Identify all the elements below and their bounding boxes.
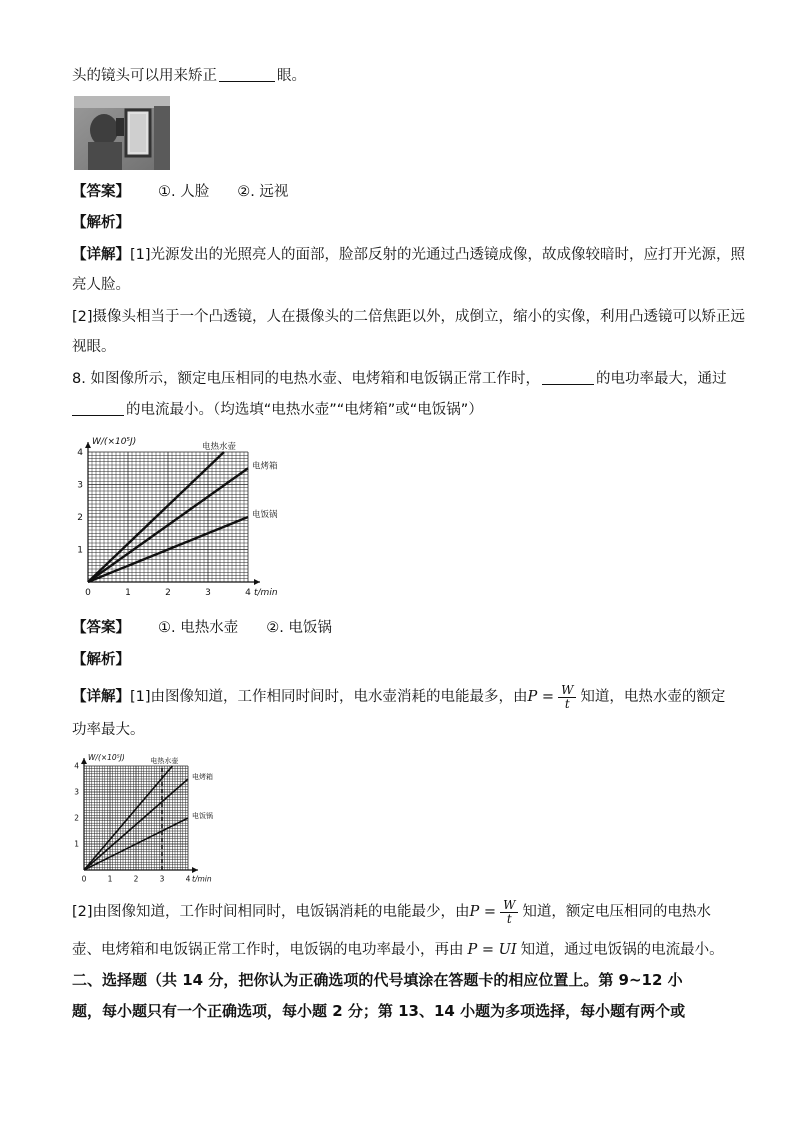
q8-stem-line2-text: 的电流最小。（均选填“电热水壶”“电烤箱”或“电饭锅”） — [126, 402, 483, 418]
x-tick-label: 1 — [107, 874, 113, 884]
q8-detail2-b: 知道，额定电压相同的电热水 — [522, 904, 711, 920]
q7-answer-tag: 【答案】 — [72, 184, 130, 200]
q8-formula-num: W — [558, 684, 576, 698]
y-tick-label: 1 — [74, 839, 79, 849]
energy-time-chart-2 — [62, 752, 232, 886]
q8-stem-line1 — [72, 369, 726, 389]
q8-blank-1 — [542, 370, 594, 385]
q8-formula2-num: W — [500, 899, 518, 913]
x-tick-label: 4 — [245, 588, 251, 598]
q7-detail2-line1: [2]摄像头相当于一个凸透镜，人在摄像头的二倍焦距以外，成倒立，缩小的实像，利用凸透镜可以矫正远 — [72, 309, 746, 325]
q8-formula-pui: P = UI — [467, 942, 517, 958]
q7-detail-tag: 【详解】 — [72, 247, 130, 263]
q8-answer-1: ①. 电热水壶 — [158, 620, 239, 636]
x-tick-label: 1 — [125, 588, 131, 598]
q7-detail2-line2: 视眼。 — [72, 339, 116, 355]
q8-formula2-fraction — [500, 899, 518, 926]
q8-detail2-line2-a: 壶、电烤箱和电饭锅正常工作时，电饭锅的电功率最小，再由 — [72, 942, 464, 958]
q8-detail1-a: [1]由图像知道，工作相同时间时，电水壶消耗的电能最多，由 — [130, 689, 528, 705]
q8-detail1-b: 知道，电热水壶的额定 — [580, 689, 726, 705]
x-axis-label: t/min — [254, 588, 278, 598]
q8-formula2-lhs: P = — [469, 904, 497, 920]
camera-photo — [74, 96, 170, 170]
x-tick-label: 2 — [165, 588, 171, 598]
q8-detail1-line2: 功率最大。 — [72, 722, 145, 738]
q8-stem-prefix: 8. 如图像所示，额定电压相同的电热水壶、电烤箱和电饭锅正常工作时， — [72, 371, 540, 387]
q8-detail2-line2-b: 知道，通过电饭锅的电流最小。 — [520, 942, 724, 958]
energy-time-chart-1 — [62, 432, 278, 602]
y-tick-label: 4 — [74, 761, 79, 771]
q8-detail1-line1 — [72, 683, 725, 711]
q7-analysis-tag: 【解析】 — [72, 215, 130, 231]
q7-tail-line — [72, 66, 306, 86]
q8-formula-fraction — [558, 684, 576, 711]
q8-formula2-den: t — [506, 911, 512, 926]
series-label: 电饭锅 — [252, 510, 278, 520]
series-label: 电烤箱 — [252, 461, 278, 472]
q8-detail2-line2 — [72, 940, 724, 960]
q7-detail1-line2: 亮人脸。 — [72, 277, 130, 293]
q7-answer-2: ②. 远视 — [237, 184, 289, 200]
y-axis-label: W/(×10⁵J) — [92, 437, 137, 447]
x-tick-label: 0 — [81, 874, 87, 884]
q7-tail-prefix: 头的镜头可以用来矫正 — [72, 68, 217, 84]
y-tick-label: 2 — [77, 513, 83, 523]
q8-formula-lhs: P = — [527, 689, 555, 705]
x-tick-label: 2 — [133, 874, 139, 884]
x-axis-arrow — [254, 579, 260, 585]
series-label: 电热水壶 — [150, 757, 179, 765]
q8-detail2-line1 — [72, 898, 711, 926]
q8-answer-tag: 【答案】 — [72, 620, 130, 636]
q8-formula-den: t — [564, 696, 570, 711]
q7-tail-suffix: 眼。 — [277, 68, 306, 84]
y-tick-label: 3 — [74, 787, 79, 797]
series-label: 电饭锅 — [192, 812, 213, 820]
q7-answer — [72, 182, 288, 202]
x-tick-label: 3 — [205, 588, 211, 598]
q8-detail2-a: [2]由图像知道，工作时间相同时，电饭锅消耗的电能最少，由 — [72, 904, 470, 920]
x-tick-label: 0 — [85, 588, 91, 598]
q8-detail-tag: 【详解】 — [72, 689, 130, 705]
q8-analysis-tag: 【解析】 — [72, 652, 130, 668]
y-axis-label: W/(×10⁵J) — [88, 753, 125, 762]
x-tick-label: 3 — [159, 874, 165, 884]
series-label: 电烤箱 — [192, 773, 213, 781]
y-tick-label: 2 — [74, 813, 79, 823]
y-tick-label: 4 — [77, 448, 83, 458]
y-tick-label: 3 — [77, 480, 83, 491]
q8-answer-2: ②. 电饭锅 — [266, 620, 332, 636]
q7-detail1-line1 — [72, 245, 745, 265]
series-label: 电热水壶 — [202, 442, 237, 452]
x-axis-arrow — [192, 867, 198, 873]
q7-detail1-text: [1]光源发出的光照亮人的面部，脸部反射的光通过凸透镜成像，故成像较暗时，应打开光源，照 — [130, 247, 746, 263]
section2-line1: 二、选择题（共 14 分，把你认为正确选项的代号填涂在答题卡的相应位置上。第 9~12 小 — [72, 971, 683, 989]
q8-stem-line2 — [72, 400, 483, 420]
x-axis-label: t/min — [192, 874, 212, 884]
section2-line2: 题，每小题只有一个正确选项，每小题 2 分；第 13、14 小题为多项选择，每小题有两个或 — [72, 1002, 686, 1020]
q8-blank-2 — [72, 401, 124, 416]
y-tick-label: 1 — [77, 545, 83, 556]
q8-answer — [72, 618, 332, 638]
y-axis-arrow — [81, 758, 87, 764]
q7-answer-1: ①. 人脸 — [158, 184, 210, 200]
x-tick-label: 4 — [185, 874, 191, 884]
y-axis-arrow — [85, 442, 91, 448]
q7-blank — [219, 67, 275, 82]
q8-stem-suffix: 的电功率最大，通过 — [595, 371, 727, 387]
